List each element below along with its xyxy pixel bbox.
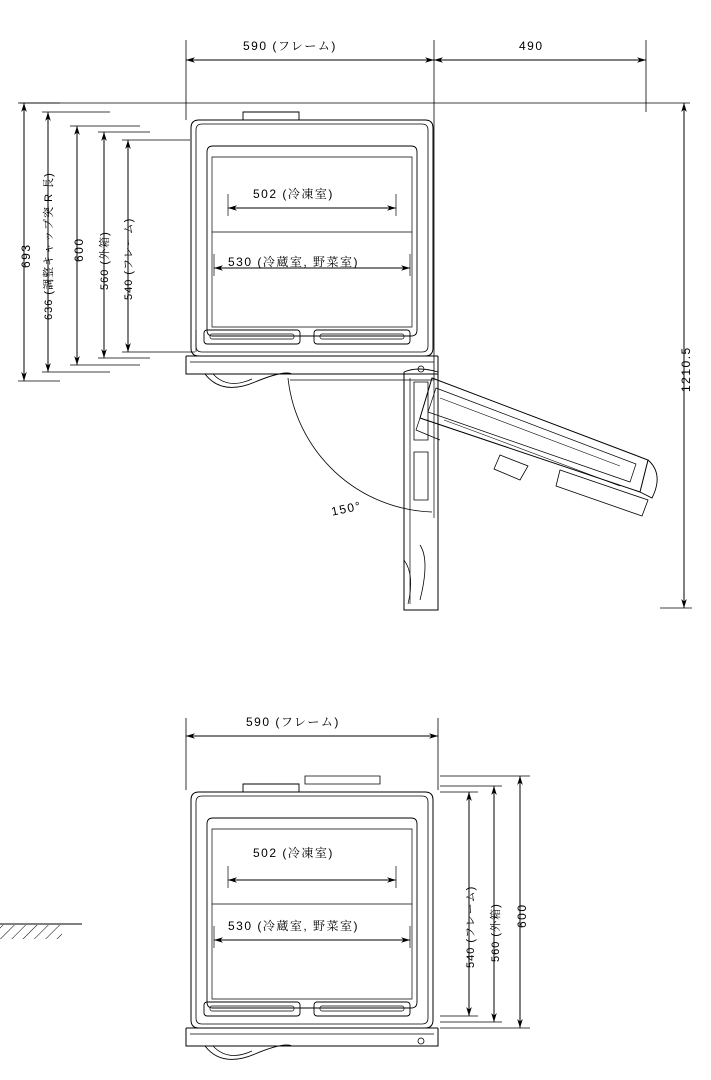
dim-freezer-width-502: 502 (冷凍室): [253, 187, 334, 201]
dim-bottom-inner-600: 600: [515, 903, 529, 928]
dim-top-depth: 490: [519, 39, 544, 53]
dim-outer-box-560: 560 (外箱): [99, 231, 111, 290]
dim-bottom-freezer-width: 502 (冷凍室): [253, 846, 334, 860]
dim-overall-height-693: 693: [19, 243, 33, 268]
dim-top-frame-width: 590 (フレーム): [243, 39, 337, 53]
dim-bottom-frame-width: 590 (フレーム): [246, 715, 340, 729]
dim-bottom-outer-560: 560 (外箱): [490, 903, 502, 962]
dim-bottom-fridge-veg-width: 530 (冷蔵室, 野菜室): [228, 919, 360, 933]
dim-bottom-frame-540: 540 (フレーム): [465, 885, 477, 968]
dim-door-open-angle: 150°: [330, 498, 364, 519]
dim-fridge-veg-width-530: 530 (冷蔵室, 野菜室): [228, 255, 360, 269]
dim-total-depth-1210: 1210.5: [679, 346, 693, 392]
dim-inner-height-600: 600: [72, 237, 86, 262]
dim-frame-540: 540 (フレーム): [123, 217, 135, 300]
dim-height-636-caster: 636 (調整キャップ突 R 長): [43, 172, 55, 320]
